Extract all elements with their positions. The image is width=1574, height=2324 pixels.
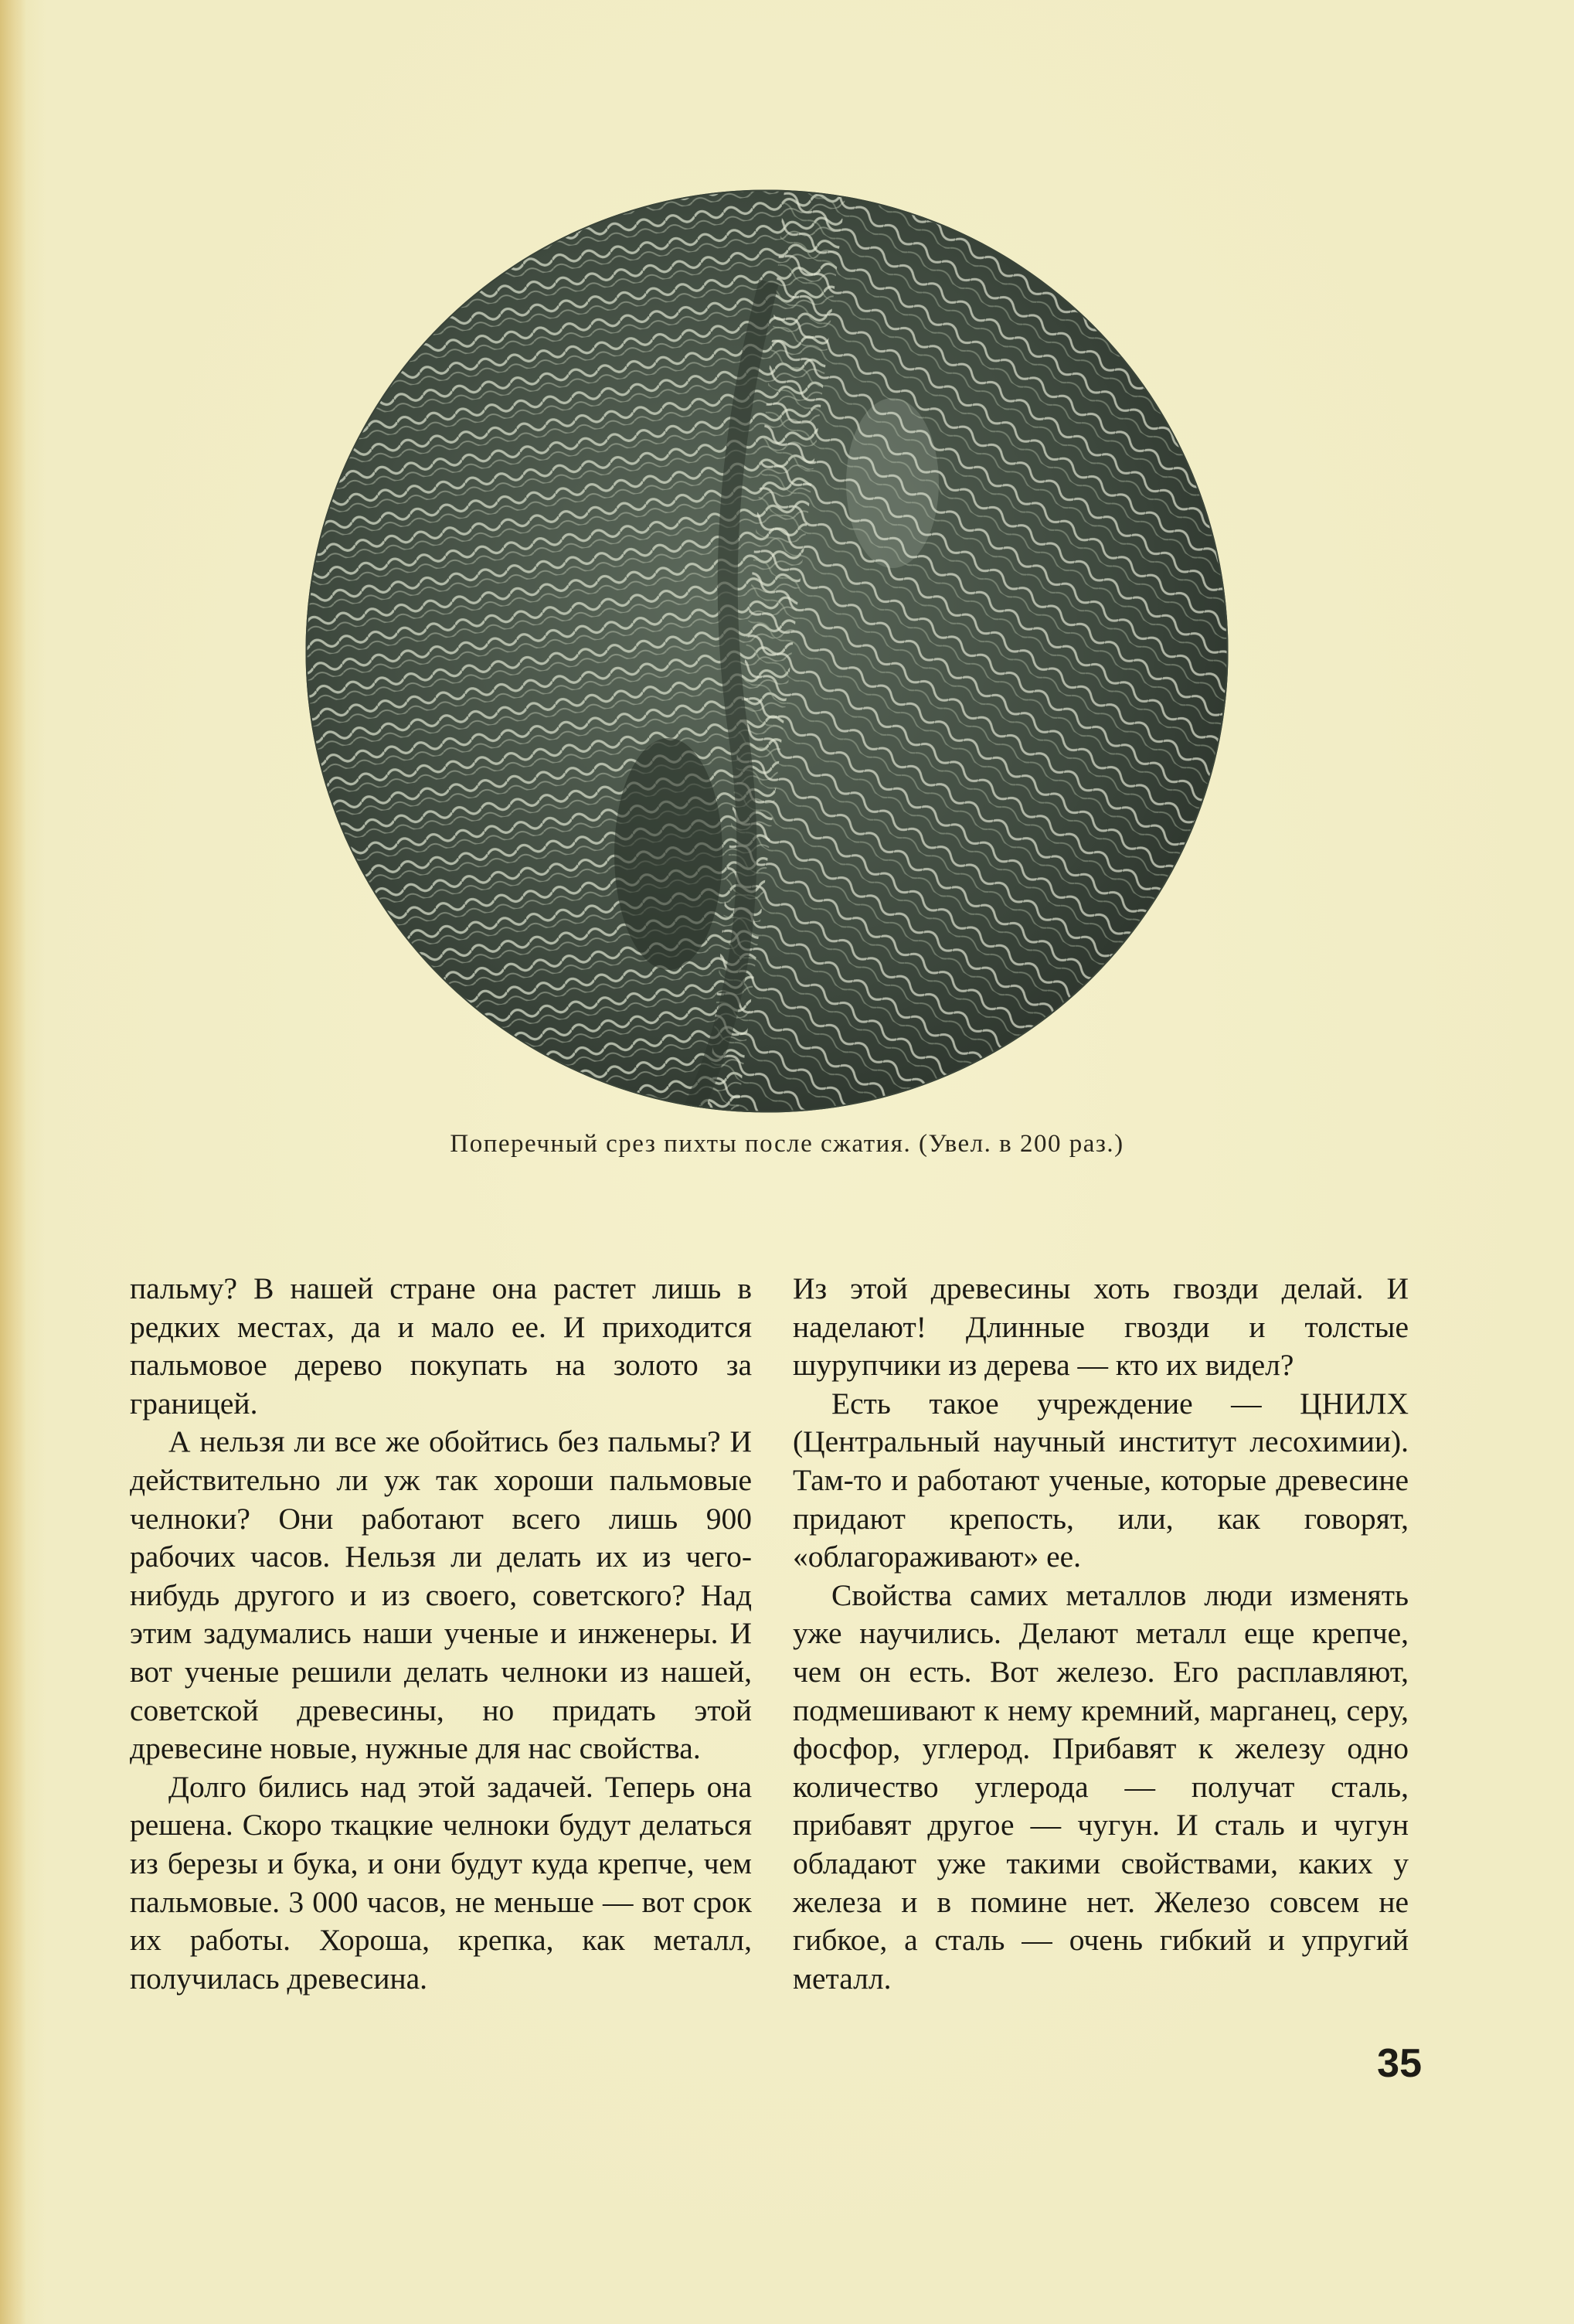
paragraph: Долго бились над этой задачей. Теперь она решена. Скоро ткацкие челноки будут делаться из березы и бука, и они будут куда крепче, чем пальмовые. 3 000 часов, не меньше — вот срок их работы. Хороша, крепка, как металл, получилась древесина. [130,1769,752,1996]
paragraph: Из этой древесины хоть гвозди делай. И наделают! Длинные гвозди и толстые шурупчики из дерева — кто их видел? [793,1271,1409,1383]
paragraph: А нельзя ли все же обойтись без пальмы? И действительно ли уж так хороши пальмовые челноки? Они работают всего лишь 900 рабочих часов. Нельзя ли делать их из чего-нибудь другого и из своего, советского? Над этим задумались наши ученые и инженеры. И вот ученые решили делать челноки из нашей, советской древесины, но придать этой древесине новые, нужные для нас свойства. [130,1424,752,1766]
paragraph: Есть такое учреждение — ЦНИЛХ (Центральный научный институт лесохимии). Там-то и работают ученые, которые древесине придают крепость, или, как говорят, «облагораживают» ее. [793,1386,1409,1574]
page-number: 35 [1377,2041,1422,2086]
micrograph-figure [305,189,1229,1113]
page-spine-shadow [0,0,26,2324]
paragraph: пальму? В нашей стране она растет лишь в редких местах, да и мало ее. И приходится пальмовое дерево покупать на золото за границей. [130,1271,752,1421]
figure-caption: Поперечный срез пихты после сжатия. (Увел. в 200 раз.) [450,1130,1124,1158]
text-column-left [130,1270,752,1998]
paragraph: Свойства самих металлов люди изменять уже научились. Делают металл еще крепче, чем он есть. Вот железо. Его расплавляют, подмешивают к нему кремний, марганец, серу, фосфор, углерод. Прибавят к железу одно количество углерода — получат сталь, прибавят другое — чугун. И сталь и чугун обладают уже такими свойствами, каких у железа и в помине нет. Железо совсем не гибкое, а сталь — очень гибкий и упругий металл. [793,1577,1409,1996]
micrograph-photo-icon [305,189,1229,1113]
text-column-right [793,1270,1409,1998]
